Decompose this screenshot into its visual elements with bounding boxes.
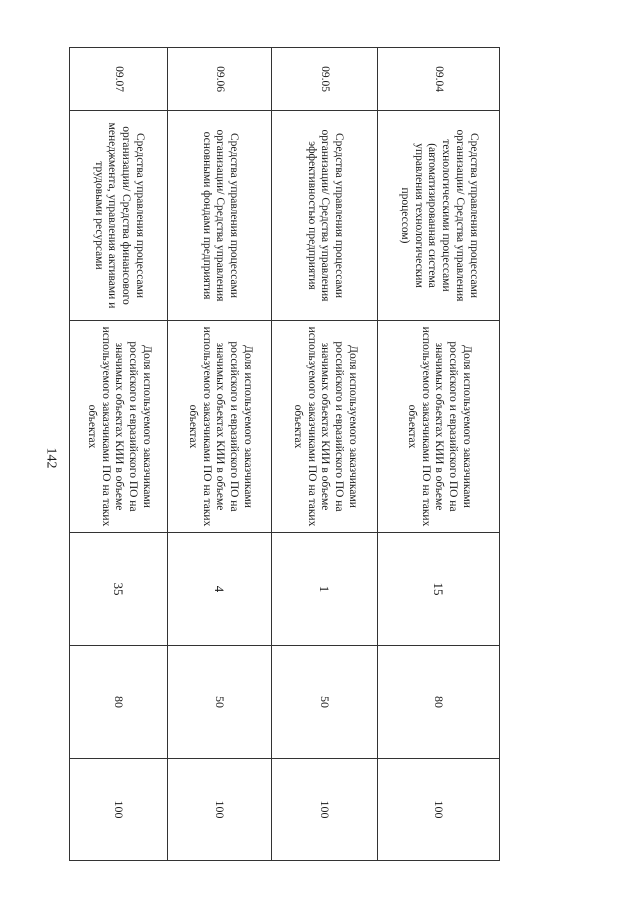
table-row xyxy=(378,48,500,861)
page-number-text: 142 xyxy=(43,447,58,469)
indicator-table xyxy=(69,47,500,861)
row-base-value: 35 xyxy=(70,533,168,646)
row-name: Средства управления процессами организации/ Средства управления эффективностью предприятия xyxy=(272,111,378,321)
row-indicator: Доля используемого заказчиками российского и евразийского ПО на значимых объектах КИИ в объеме используемого заказчиками ПО на таких объектах xyxy=(168,321,272,533)
row-base-value: 1 xyxy=(272,533,378,646)
row-target-mid: 50 xyxy=(272,646,378,759)
row-target-mid: 80 xyxy=(70,646,168,759)
row-target-mid: 80 xyxy=(378,646,500,759)
row-indicator: Доля используемого заказчиками российского и евразийского ПО на значимых объектах КИИ в объеме используемого заказчиками ПО на таких объектах xyxy=(272,321,378,533)
row-name: Средства управления процессами организации/ Средства управления технологическими процессами (автоматизированная система управления технологическим процессом) xyxy=(378,111,500,321)
row-target-final: 100 xyxy=(272,759,378,861)
table-row xyxy=(168,48,272,861)
row-target-final: 100 xyxy=(168,759,272,861)
row-indicator: Доля используемого заказчиками российского и евразийского ПО на значимых объектах КИИ в объеме используемого заказчиками ПО на таких объектах xyxy=(378,321,500,533)
row-name: Средства управления процессами организации/ Средства управления основными фондами предприятия xyxy=(168,111,272,321)
row-indicator: Доля используемого заказчиками российского и евразийского ПО на значимых объектах КИИ в объеме используемого заказчиками ПО на таких объектах xyxy=(70,321,168,533)
row-base-value: 15 xyxy=(378,533,500,646)
row-code: 09.07 xyxy=(70,48,168,111)
row-target-mid: 50 xyxy=(168,646,272,759)
row-code: 09.06 xyxy=(168,48,272,111)
page-number xyxy=(40,438,60,478)
row-target-final: 100 xyxy=(378,759,500,861)
row-code: 09.04 xyxy=(378,48,500,111)
table-row xyxy=(272,48,378,861)
row-code: 09.05 xyxy=(272,48,378,111)
table-row xyxy=(70,48,168,861)
row-base-value: 4 xyxy=(168,533,272,646)
indicator-table-wrapper xyxy=(70,47,500,860)
row-target-final: 100 xyxy=(70,759,168,861)
row-name: Средства управления процессами организации/ Средства финансового менеджмента, управления активами и трудовыми ресурсами xyxy=(70,111,168,321)
